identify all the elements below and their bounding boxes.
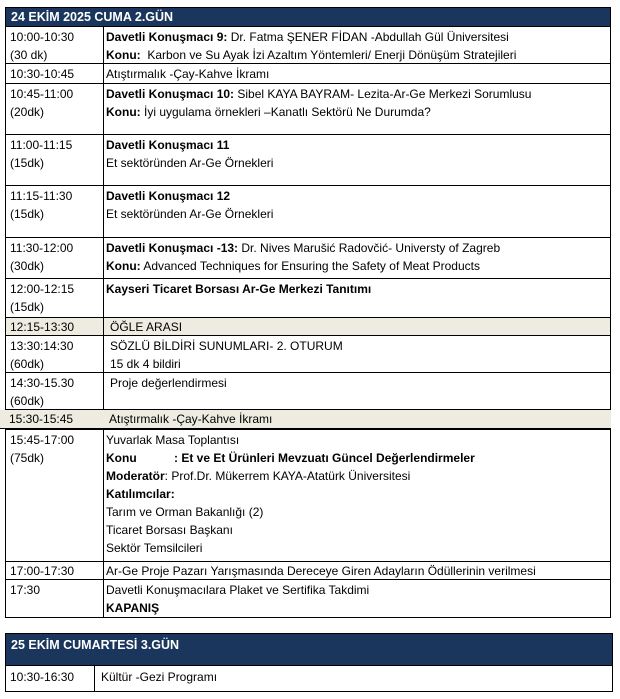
time-cell bbox=[6, 186, 104, 237]
description-cell bbox=[104, 84, 531, 134]
time-range: 15:30-15:45 bbox=[9, 412, 74, 426]
day3-header bbox=[5, 633, 613, 666]
activity-text: Atıştırmalık -Çay-Kahve İkramı bbox=[109, 412, 273, 426]
time-range: 10:45-11:00 bbox=[10, 87, 74, 101]
time-range: 11:30-12:00 bbox=[10, 241, 74, 255]
activity-text: Kültür -Gezi Programı bbox=[101, 670, 218, 684]
activity-text: Davetli Konuşmacılara Plaket ve Sertifika Takdimi bbox=[106, 583, 370, 597]
description-cell bbox=[104, 562, 536, 579]
activity-text: ÖĞLE ARASI bbox=[110, 320, 183, 334]
description-cell bbox=[104, 373, 227, 409]
schedule-row-closing bbox=[5, 580, 611, 618]
schedule-row bbox=[5, 238, 611, 279]
time-range: 12:15-13:30 bbox=[10, 320, 75, 334]
duration: (15dk) bbox=[10, 156, 45, 170]
topic-text: : Et ve Et Ürünleri Mevzuatı Güncel Değerlendirmeler bbox=[174, 451, 475, 465]
time-cell bbox=[6, 336, 104, 372]
topic-text: Advanced Techniques for Ensuring the Safety of Meat Products bbox=[140, 259, 480, 273]
time-cell bbox=[6, 580, 104, 617]
day3-header-title: 25 EKİM CUMARTESİ 3.GÜN bbox=[11, 638, 180, 652]
duration: (15dk) bbox=[10, 300, 45, 314]
topic-label: Konu: bbox=[106, 48, 141, 62]
description-cell bbox=[104, 430, 475, 561]
activity-text: Ar-Ge Proje Pazarı Yarışmasında Dereceye Giren Adayların Ödüllerinin verilmesi bbox=[106, 564, 536, 578]
duration: (30dk) bbox=[10, 259, 45, 273]
topic-text: Et sektöründen Ar-Ge Örnekleri bbox=[106, 207, 274, 221]
time-cell bbox=[6, 318, 104, 335]
schedule-row bbox=[5, 562, 611, 580]
speaker-label: Davetli Konuşmacı 12 bbox=[106, 189, 231, 203]
description-cell bbox=[104, 279, 371, 317]
time-cell bbox=[0, 410, 103, 428]
description-cell bbox=[103, 410, 272, 428]
time-range: 10:30-16:30 bbox=[10, 670, 75, 684]
schedule-row bbox=[5, 135, 611, 186]
time-range: 11:15-11:30 bbox=[10, 189, 73, 203]
time-range: 11:00-11:15 bbox=[10, 138, 73, 152]
time-cell bbox=[6, 279, 104, 317]
day2-header-title: 24 EKİM 2025 CUMA 2.GÜN bbox=[11, 10, 174, 24]
activity-text: Proje değerlendirmesi bbox=[110, 376, 227, 390]
schedule-row bbox=[5, 279, 611, 318]
schedule-row bbox=[5, 666, 613, 692]
description-cell bbox=[104, 318, 182, 335]
schedule-row bbox=[5, 64, 611, 84]
time-cell bbox=[6, 135, 104, 185]
topic-label: Konu: bbox=[106, 259, 141, 273]
time-cell bbox=[6, 666, 95, 691]
description-cell bbox=[104, 336, 343, 372]
moderator-label: Moderatör bbox=[106, 469, 165, 483]
session-title: Kayseri Ticaret Borsası Ar-Ge Merkezi Tanıtımı bbox=[106, 282, 372, 296]
participant-item: Sektör Temsilcileri bbox=[106, 541, 203, 555]
time-cell bbox=[6, 430, 104, 561]
session-detail: 15 dk 4 bildiri bbox=[110, 357, 181, 371]
speaker-label: Davetli Konuşmacı 9: bbox=[106, 30, 228, 44]
schedule-row-break bbox=[0, 410, 611, 429]
description-cell bbox=[104, 64, 269, 83]
topic-text: İyi uygulama örnekleri –Kanatlı Sektörü Ne Durumda? bbox=[140, 105, 431, 119]
closing-label: KAPANIŞ bbox=[106, 601, 160, 615]
description-cell bbox=[104, 238, 500, 278]
schedule-row bbox=[5, 373, 611, 410]
speaker-label: Davetli Konuşmacı 11 bbox=[106, 138, 230, 152]
day2-header bbox=[5, 7, 611, 27]
roundtable-title: Yuvarlak Masa Toplantısı bbox=[106, 433, 240, 447]
participant-item: Tarım ve Orman Bakanlığı (2) bbox=[106, 505, 264, 519]
time-range: 13:30:14:30 bbox=[10, 339, 74, 353]
participants-label: Katılımcılar: bbox=[106, 487, 175, 501]
time-cell bbox=[6, 373, 104, 409]
activity-text: Atıştırmalık -Çay-Kahve İkramı bbox=[106, 67, 270, 81]
participant-item: Ticaret Borsası Başkanı bbox=[106, 523, 233, 537]
session-title: SÖZLÜ BİLDİRİ SUNUMLARI- 2. OTURUM bbox=[110, 339, 343, 353]
moderator-name: : Prof.Dr. Mükerrem KAYA-Atatürk Üniversitesi bbox=[164, 469, 411, 483]
time-range: 10:00-10:30 bbox=[10, 30, 75, 44]
duration: (75dk) bbox=[10, 451, 45, 465]
time-cell bbox=[6, 27, 104, 63]
schedule-row bbox=[5, 27, 611, 64]
schedule-row-roundtable bbox=[5, 429, 611, 562]
description-cell bbox=[95, 666, 217, 691]
schedule-row-lunch bbox=[5, 318, 611, 336]
topic-label: Konu: bbox=[106, 105, 141, 119]
description-cell bbox=[104, 135, 273, 185]
duration: (60dk) bbox=[10, 357, 45, 371]
schedule-row bbox=[5, 336, 611, 373]
speaker-label: Davetli Konuşmacı 10: bbox=[106, 87, 235, 101]
time-cell bbox=[6, 562, 104, 579]
topic-text: Et sektöründen Ar-Ge Örnekleri bbox=[106, 156, 274, 170]
duration: (30 dk) bbox=[10, 48, 48, 62]
duration: (15dk) bbox=[10, 207, 45, 221]
description-cell bbox=[104, 580, 369, 617]
topic-text: Karbon ve Su Ayak İzi Azaltım Yöntemleri/ Enerji Dönüşüm Stratejileri bbox=[140, 48, 517, 62]
time-range: 10:30-10:45 bbox=[10, 67, 75, 81]
time-cell bbox=[6, 64, 104, 83]
speaker-label: Davetli Konuşmacı -13: bbox=[106, 241, 239, 255]
time-range: 17:00-17:30 bbox=[10, 564, 75, 578]
description-cell bbox=[104, 186, 273, 237]
time-range: 15:45-17:00 bbox=[10, 433, 75, 447]
time-range: 14:30-15.30 bbox=[10, 376, 75, 390]
speaker-name: Dr. Nives Marušić Radovčić- Universty of Zagreb bbox=[238, 241, 501, 255]
duration: (20dk) bbox=[10, 105, 45, 119]
schedule-row bbox=[5, 186, 611, 238]
time-cell bbox=[6, 84, 104, 134]
speaker-name: Dr. Fatma ŞENER FİDAN -Abdullah Gül Üniversitesi bbox=[227, 30, 509, 44]
time-range: 12:00-12:15 bbox=[10, 282, 75, 296]
schedule-row bbox=[5, 84, 611, 135]
duration: (60dk) bbox=[10, 394, 45, 408]
time-cell bbox=[6, 238, 104, 278]
time-range: 17:30 bbox=[10, 583, 41, 597]
speaker-name: Sibel KAYA BAYRAM- Lezita-Ar-Ge Merkezi Sorumlusu bbox=[234, 87, 532, 101]
description-cell bbox=[104, 27, 516, 63]
topic-label: Konu bbox=[106, 451, 137, 465]
